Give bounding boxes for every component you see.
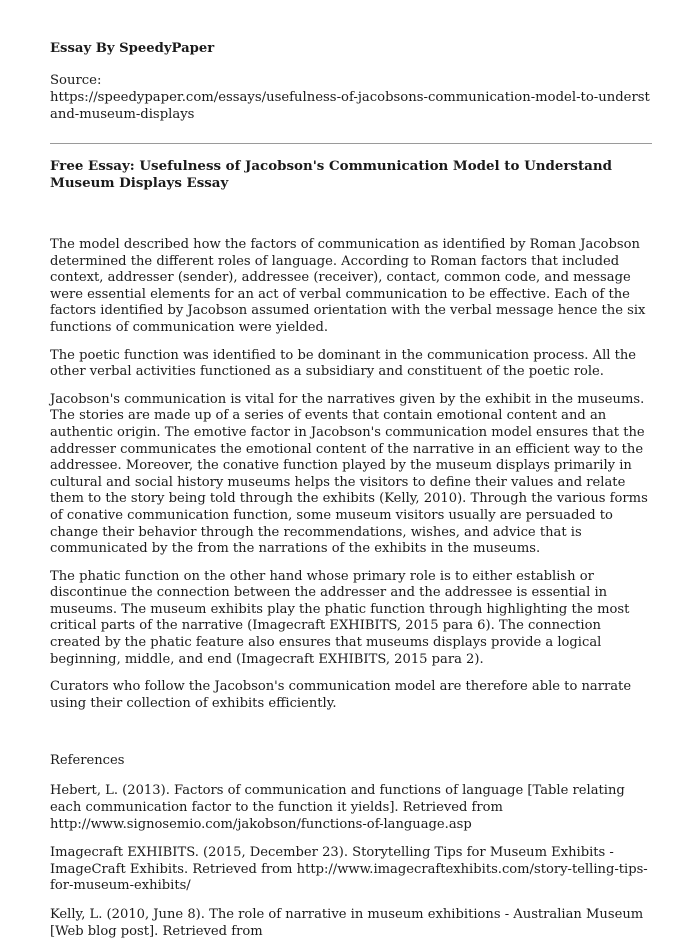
reference-item: Hebert, L. (2013). Factors of communication and functions of language [Table relating each communication factor to the function it yields]. Retrieved from http://www.signosemio.com/jakobson/functions-of-language.asp — [50, 783, 625, 832]
references-heading: References — [50, 753, 125, 769]
essay-paragraph: The poetic function was identified to be dominant in the communication process. All the other verbal activities functioned as a subsidiary and constituent of the poetic role. — [50, 347, 637, 380]
essay-paragraph: The model described how the factors of communication as identified by Roman Jacobson determined the different roles of language. According to Roman factors that included context, addresser (sender), addressee (receiver), contact, common code, and message were essential elements for an act of verbal communication to be effective. Each of the factors identified by Jacobson assumed orientation with the verbal message hence the six functions of communication were yielded. — [50, 237, 646, 335]
document-page — [50, 40, 652, 952]
reference-item: Imagecraft EXHIBITS. (2015, December 23). Storytelling Tips for Museum Exhibits - ImageCraft Exhibits. Retrieved from http://www.imagecraftexhibits.com/story-telling-tips-for-museum-exhibits/ — [50, 845, 648, 894]
document-header-title: Essay By SpeedyPaper — [50, 41, 215, 56]
essay-title: Free Essay: Usefulness of Jacobson's Communication Model to Understand Museum Displays Essay — [50, 158, 612, 191]
source-url: https://speedypaper.com/essays/usefulness-of-jacobsons-communication-model-to-understand-museum-displays — [50, 90, 650, 122]
header-divider — [50, 143, 652, 144]
reference-item: Kelly, L. (2010, June 8). The role of narrative in museum exhibitions - Australian Museum [Web blog post]. Retrieved from — [50, 907, 644, 939]
source-label: Source: — [50, 73, 102, 88]
essay-paragraph: Jacobson's communication is vital for the narratives given by the exhibit in the museums. The stories are made up of a series of events that contain emotional content and an authentic origin. The emotive factor in Jacobson's communication model ensures that the addresser communicates the emotional content of the narrative in an efficient way to the addressee. Moreover, the conative function played by the museum displays primarily in cultural and social history museums helps the visitors to define their values and relate them to the story being told through the exhibits (Kelly, 2010). Through the various forms of conative communication function, some museum visitors usually are persuaded to change their behavior through the recommendations, wishes, and advice that is communicated by the from the narrations of the exhibits in the museums. — [50, 391, 648, 557]
essay-paragraph: The phatic function on the other hand whose primary role is to either establish or discontinue the connection between the addresser and the addressee is essential in museums. The museum exhibits play the phatic function through highlighting the most critical parts of the narrative (Imagecraft EXHIBITS, 2015 para 6). The connection created by the phatic feature also ensures that museums displays provide a logical beginning, middle, and end (Imagecraft EXHIBITS, 2015 para 2). — [50, 568, 630, 667]
essay-paragraph: Curators who follow the Jacobson's communication model are therefore able to narrate using their collection of exhibits efficiently. — [50, 679, 632, 711]
